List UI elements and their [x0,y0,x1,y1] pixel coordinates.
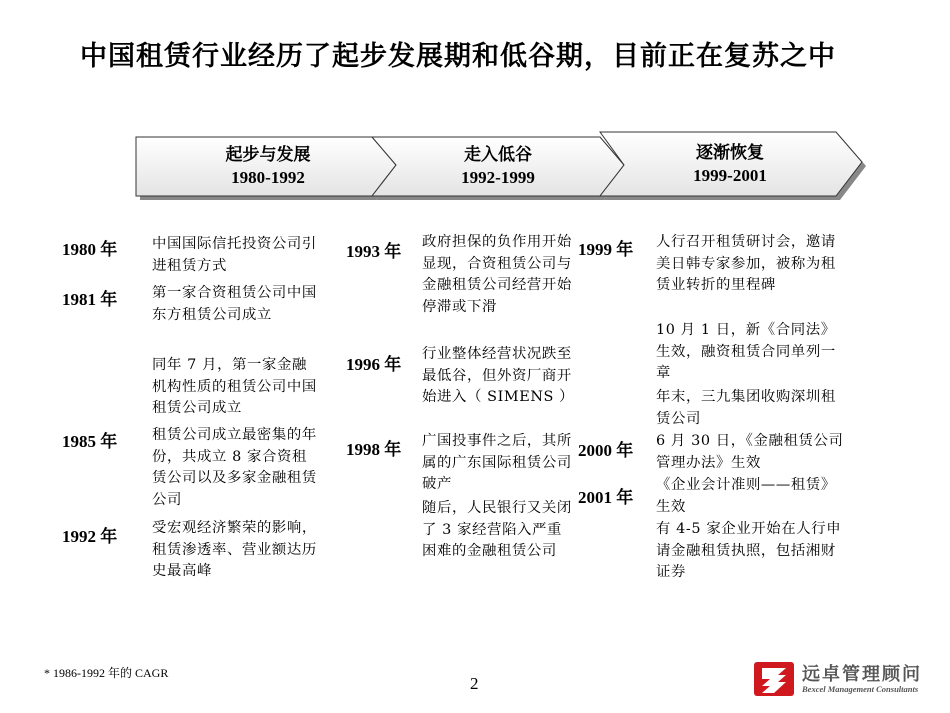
col1-event-1981b: 同年 7 月，第一家金融机构性质的租赁公司中国租赁公司成立 [152,357,317,416]
col2-event-1998b: 随后，人民银行又关闭了 3 家经营陷入严重困难的金融租赁公司 [422,500,572,559]
company-logo [752,660,932,700]
col3-event-1999b: 10 月 1 日，新《合同法》生效，融资租赁合同单列一章 [656,322,836,381]
logo-mark-icon [752,660,796,700]
col2-year-1996: 1996 年 [346,355,402,374]
col1-event-1980: 中国国际信托投资公司引进租赁方式 [152,236,317,274]
logo-cn: 远卓管理顾问 [802,664,922,685]
phase-3-years: 1999-2001 [693,166,767,185]
col2-event-1998: 广国投事件之后，其所属的广东国际租赁公司破产 [422,433,572,492]
col1-year-1985: 1985 年 [62,432,118,451]
phase-2-label [400,144,596,190]
col3-year-2000: 2000 年 [578,441,634,460]
col1-event-1985: 租赁公司成立最密集的年份，共成立 8 家合资租赁公司以及多家金融租赁公司 [152,427,317,508]
col1-year-1980: 1980 年 [62,240,118,259]
page-number: 2 [470,674,479,693]
footnote: * 1986-1992 年的 CAGR [44,666,169,680]
col3-event-2000: 6 月 30 日，《金融租赁公司管理办法》生效 [656,433,844,471]
phase-1-years: 1980-1992 [231,168,305,187]
logo-en: Bexcel Management Consultants [802,684,919,694]
col3-event-1999: 人行召开租赁研讨会，邀请美日韩专家参加，被称为租赁业转折的里程碑 [656,234,836,293]
phase-1-label [170,144,366,190]
col1-year-1981: 1981 年 [62,290,118,309]
col2-year-1998: 1998 年 [346,440,402,459]
phase-3-label [632,142,828,188]
col3-event-1999c: 年末，三九集团收购深圳租赁公司 [656,389,836,427]
col2-event-1993: 政府担保的负作用开始显现，合资租赁公司与金融租赁公司经营开始停滞或下滑 [422,234,572,315]
col3-year-2001: 2001 年 [578,488,634,507]
col2-event-1996: 行业整体经营状况跌至最低谷，但外资厂商开始进入（ SIMENS ） [422,346,575,405]
phase-2-years: 1992-1999 [461,168,535,187]
phase-3-name: 逐渐恢复 [696,143,764,162]
phase-2-name: 走入低谷 [464,145,532,164]
col2-year-1993: 1993 年 [346,242,402,261]
col1-year-1992: 1992 年 [62,527,118,546]
phase-1-name: 起步与发展 [225,145,311,164]
col1-event-1981: 第一家合资租赁公司中国东方租赁公司成立 [152,285,317,323]
col3-event-2001b: 有 4-5 家企业开始在人行申请金融租赁执照，包括湘财证券 [656,521,842,580]
page-title: 中国租赁行业经历了起步发展期和低谷期，目前正在复苏之中 [80,41,836,72]
col1-event-1992: 受宏观经济繁荣的影响，租赁渗透率、营业额达历史最高峰 [152,520,317,579]
col3-year-1999: 1999 年 [578,240,634,259]
col3-event-2001: 《企业会计准则——租赁》生效 [656,477,836,515]
